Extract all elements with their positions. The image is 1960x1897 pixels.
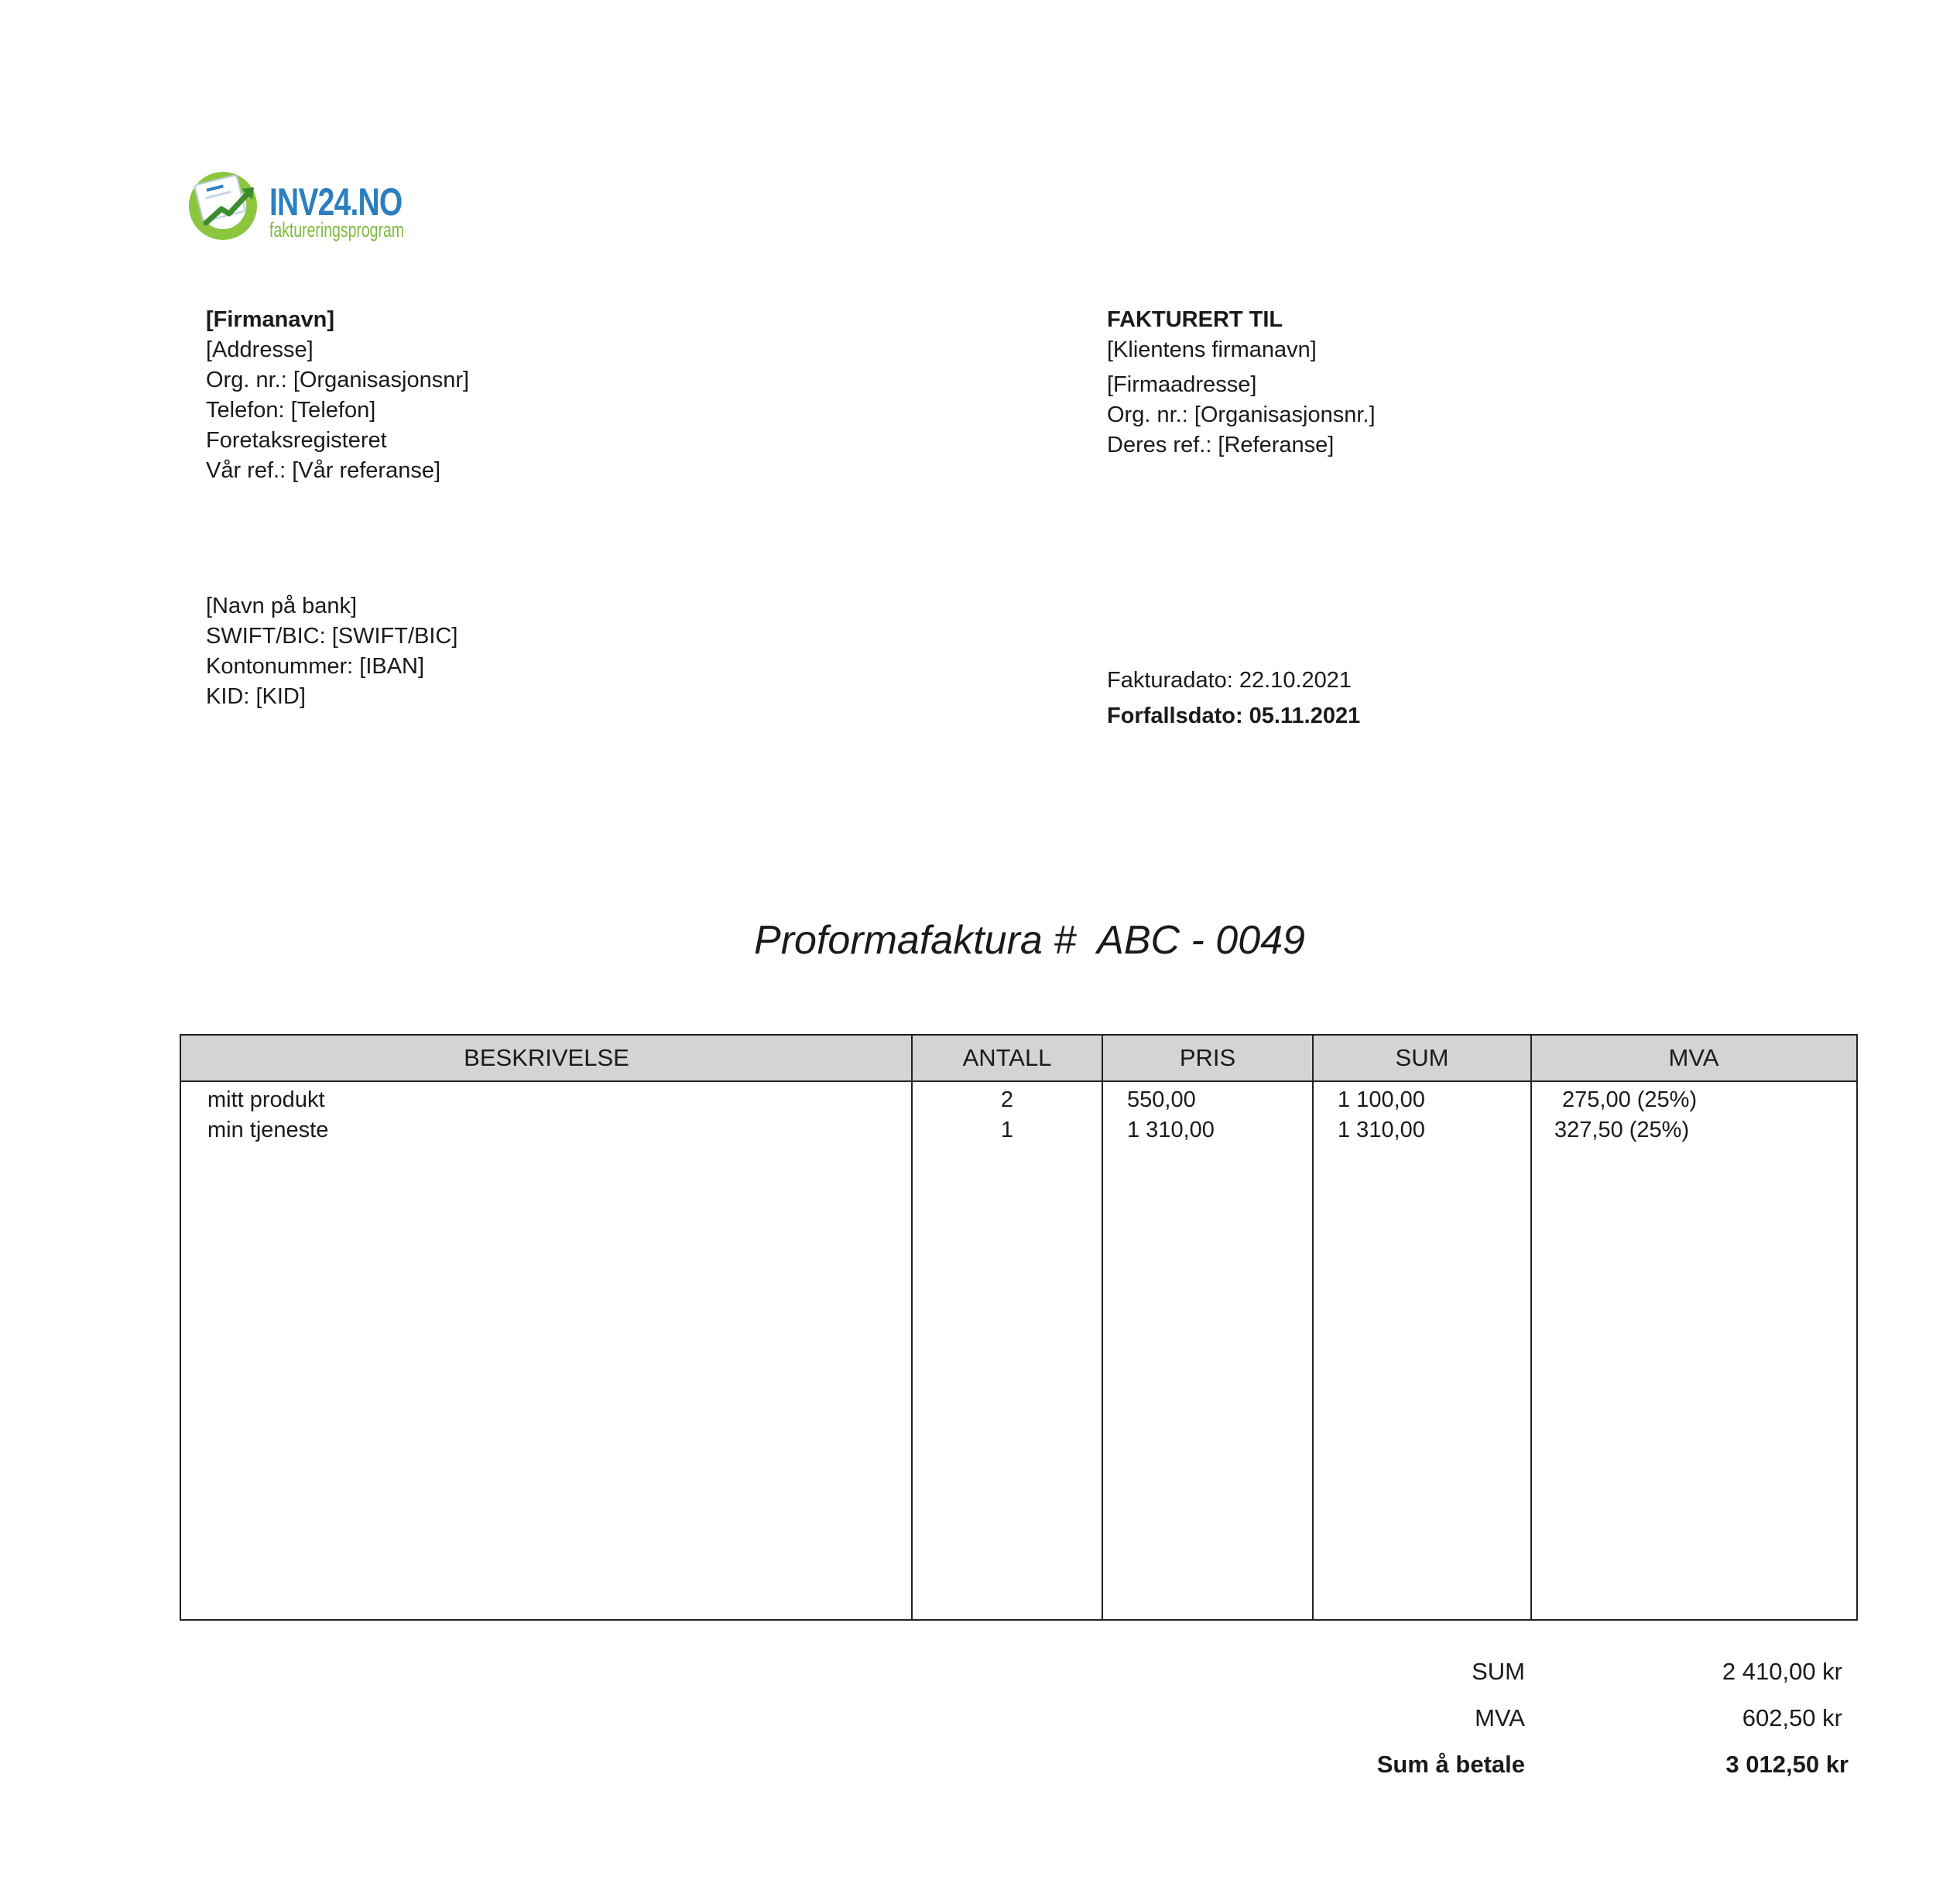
buyer-info xyxy=(1107,305,1376,461)
buyer-heading: FAKTURERT TIL xyxy=(1107,307,1283,332)
column-divider xyxy=(1530,1036,1532,1619)
buyer-company: [Klientens firmanavn] xyxy=(1107,337,1317,362)
header-sum: SUM xyxy=(1395,1044,1449,1071)
seller-org-nr: Org. nr.: [Organisasjonsnr] xyxy=(206,368,470,392)
seller-company: [Firmanavn] xyxy=(206,307,334,332)
seller-register: Foretaksregisteret xyxy=(206,428,387,453)
header-quantity: ANTALL xyxy=(962,1044,1052,1071)
row-price: 1 310,00 xyxy=(1127,1118,1215,1142)
totals-section xyxy=(0,1658,1960,1797)
company-logo xyxy=(183,164,446,249)
header-description: BESKRIVELSE xyxy=(464,1044,629,1071)
buyer-address: [Firmaadresse] xyxy=(1107,372,1257,397)
column-divider xyxy=(1312,1036,1314,1619)
row-sum: 1 100,00 xyxy=(1338,1087,1425,1112)
header-vat: MVA xyxy=(1668,1044,1719,1071)
row-description: min tjeneste xyxy=(207,1118,329,1142)
bank-kid: KID: [KID] xyxy=(206,684,306,709)
amount-due-value: 3 012,50 kr xyxy=(1725,1751,1849,1778)
seller-info xyxy=(206,305,469,486)
buyer-org-nr: Org. nr.: [Organisasjonsnr.] xyxy=(1107,402,1376,427)
total-vat-value: 602,50 kr xyxy=(1742,1704,1842,1731)
seller-address: [Addresse] xyxy=(206,337,314,362)
row-quantity: 2 xyxy=(1000,1087,1014,1112)
logo-tagline: faktureringsprogram xyxy=(269,218,404,241)
buyer-their-ref: Deres ref.: [Referanse] xyxy=(1107,433,1335,457)
invoice-date: Fakturadato: 22.10.2021 xyxy=(1107,668,1352,693)
bank-account: Kontonummer: [IBAN] xyxy=(206,654,425,679)
bank-info xyxy=(206,591,457,712)
seller-our-ref: Vår ref.: [Vår referanse] xyxy=(206,458,441,483)
row-price: 550,00 xyxy=(1127,1087,1196,1112)
logo-brand-text: INV24.NO xyxy=(269,180,403,224)
row-vat: 275,00 (25%) xyxy=(1562,1087,1698,1112)
bank-swift: SWIFT/BIC: [SWIFT/BIC] xyxy=(206,624,458,649)
row-sum: 1 310,00 xyxy=(1338,1118,1425,1142)
total-sum-value: 2 410,00 kr xyxy=(1722,1658,1842,1685)
invoice-dates xyxy=(1107,663,1360,734)
row-description: mitt produkt xyxy=(207,1087,325,1112)
total-vat-label: MVA xyxy=(1475,1704,1525,1731)
amount-due-label: Sum å betale xyxy=(1376,1751,1525,1778)
line-items-table xyxy=(180,1034,1858,1621)
total-sum-label: SUM xyxy=(1472,1658,1525,1685)
invoice-title: Proformafaktura # ABC - 0049 xyxy=(754,918,1305,963)
row-quantity: 1 xyxy=(1000,1118,1014,1142)
row-vat: 327,50 (25%) xyxy=(1554,1118,1690,1142)
logo-icon xyxy=(183,164,268,241)
table-header xyxy=(181,1036,1856,1082)
bank-name: [Navn på bank] xyxy=(206,594,358,618)
due-date: Forfallsdato: 05.11.2021 xyxy=(1107,704,1361,728)
header-price: PRIS xyxy=(1179,1044,1236,1071)
seller-phone: Telefon: [Telefon] xyxy=(206,398,376,423)
